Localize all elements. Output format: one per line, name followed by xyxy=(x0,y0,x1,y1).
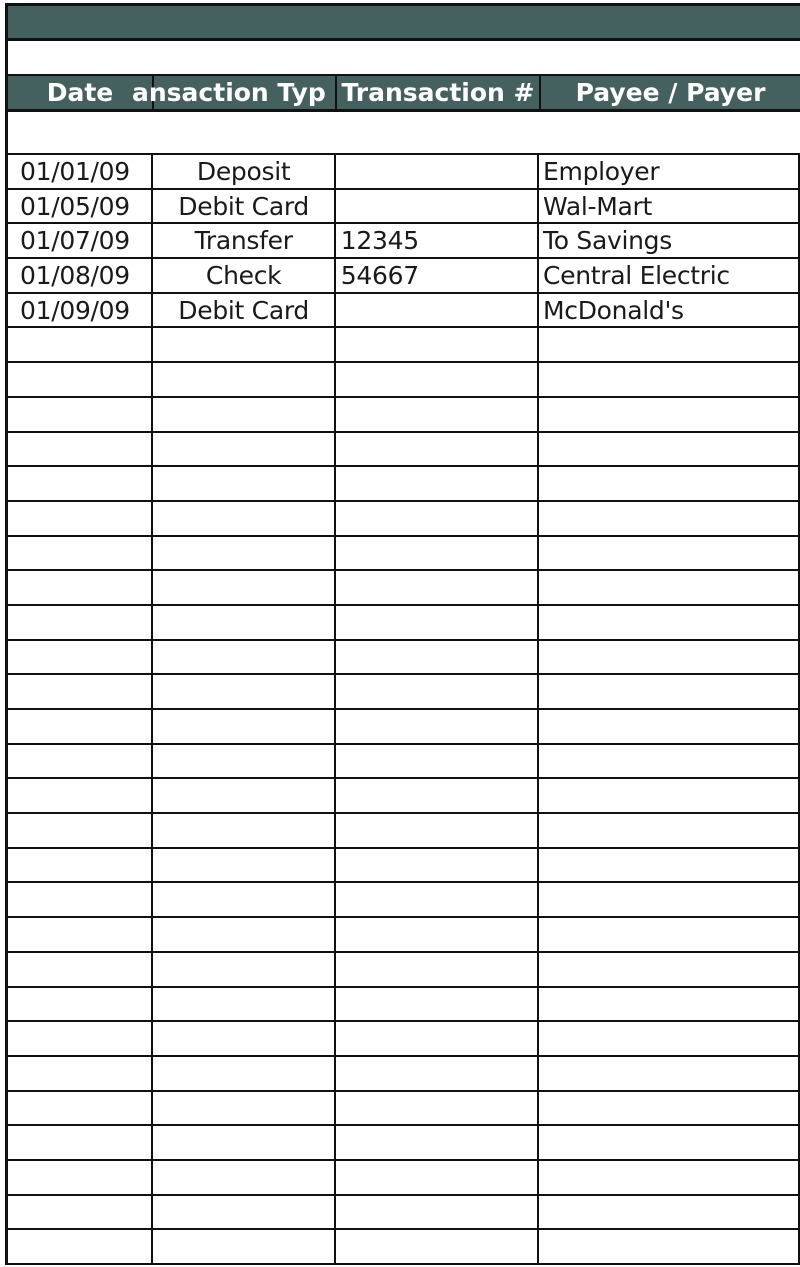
table-row xyxy=(8,1092,798,1127)
table-row xyxy=(8,155,798,190)
payee-cell[interactable] xyxy=(539,883,798,916)
table-row xyxy=(8,571,798,606)
payee-cell[interactable] xyxy=(539,641,798,674)
transaction-type-cell[interactable] xyxy=(153,953,335,986)
payee-cell[interactable] xyxy=(539,849,798,882)
transaction-type-cell[interactable] xyxy=(153,641,335,674)
transaction-type-cell[interactable] xyxy=(153,745,335,778)
transaction-number-cell[interactable] xyxy=(336,398,539,431)
transaction-type-cell[interactable] xyxy=(153,883,335,916)
date-cell[interactable] xyxy=(8,675,153,708)
payee-cell[interactable] xyxy=(539,571,798,604)
payee-cell[interactable] xyxy=(539,745,798,778)
date-cell[interactable] xyxy=(8,745,153,778)
transaction-number-cell[interactable] xyxy=(336,433,539,466)
table-row xyxy=(8,433,798,468)
table-row xyxy=(8,363,798,398)
table-row xyxy=(8,1126,798,1161)
transaction-number-cell[interactable]: 54667 xyxy=(336,259,539,292)
table-row xyxy=(8,502,798,537)
date-cell[interactable]: 01/01/09 xyxy=(8,155,153,188)
transaction-type-cell[interactable] xyxy=(153,363,335,396)
date-cell[interactable] xyxy=(8,779,153,812)
date-cell[interactable] xyxy=(8,606,153,639)
payee-cell[interactable] xyxy=(539,953,798,986)
date-cell[interactable] xyxy=(8,328,153,361)
transaction-number-cell[interactable] xyxy=(336,190,539,223)
transaction-number-cell[interactable]: 12345 xyxy=(336,224,539,257)
table-row xyxy=(8,224,798,259)
transaction-register xyxy=(5,155,800,1265)
transaction-number-cell[interactable] xyxy=(336,1161,539,1194)
payee-cell[interactable] xyxy=(539,675,798,708)
date-cell[interactable] xyxy=(8,433,153,466)
payee-cell[interactable] xyxy=(539,710,798,743)
payee-cell[interactable] xyxy=(539,328,798,361)
date-cell[interactable] xyxy=(8,953,153,986)
payee-cell[interactable] xyxy=(539,779,798,812)
transaction-type-cell[interactable] xyxy=(153,710,335,743)
transaction-number-cell[interactable] xyxy=(336,675,539,708)
date-cell[interactable] xyxy=(8,1196,153,1229)
payee-cell[interactable] xyxy=(539,814,798,847)
date-cell[interactable] xyxy=(8,988,153,1021)
date-cell[interactable] xyxy=(8,849,153,882)
table-row xyxy=(8,537,798,572)
transaction-type-cell[interactable] xyxy=(153,988,335,1021)
payee-cell[interactable] xyxy=(539,1126,798,1159)
transaction-type-cell[interactable] xyxy=(153,433,335,466)
transaction-type-cell[interactable] xyxy=(153,1022,335,1055)
payee-cell[interactable] xyxy=(539,1057,798,1090)
date-cell[interactable] xyxy=(8,1057,153,1090)
table-row xyxy=(8,294,798,329)
column-header-transaction-type xyxy=(132,76,337,109)
transaction-type-cell[interactable] xyxy=(153,918,335,951)
transaction-number-cell[interactable] xyxy=(336,1126,539,1159)
table-row xyxy=(8,328,798,363)
transaction-type-cell[interactable] xyxy=(153,1057,335,1090)
date-cell[interactable] xyxy=(8,1161,153,1194)
transaction-number-cell[interactable] xyxy=(336,537,539,570)
payee-cell[interactable] xyxy=(539,988,798,1021)
payee-cell[interactable] xyxy=(539,1092,798,1125)
date-cell[interactable] xyxy=(8,398,153,431)
table-row xyxy=(8,883,798,918)
transaction-number-cell[interactable] xyxy=(336,606,539,639)
transaction-type-cell[interactable] xyxy=(153,1230,335,1263)
transaction-number-cell[interactable] xyxy=(336,710,539,743)
transaction-number-cell[interactable] xyxy=(336,467,539,500)
transaction-number-cell[interactable] xyxy=(336,294,539,327)
date-cell[interactable] xyxy=(8,467,153,500)
transaction-number-cell[interactable] xyxy=(336,155,539,188)
date-cell[interactable] xyxy=(8,710,153,743)
date-cell[interactable] xyxy=(8,641,153,674)
transaction-number-cell[interactable] xyxy=(336,814,539,847)
column-header-transaction-type-label: ansaction Typ xyxy=(132,78,326,107)
transaction-number-cell[interactable] xyxy=(336,849,539,882)
payee-cell[interactable] xyxy=(539,433,798,466)
transaction-number-cell[interactable] xyxy=(336,779,539,812)
transaction-number-cell[interactable] xyxy=(336,571,539,604)
date-cell[interactable] xyxy=(8,814,153,847)
table-row xyxy=(8,814,798,849)
date-cell[interactable]: 01/07/09 xyxy=(8,224,153,257)
transaction-number-cell[interactable] xyxy=(336,363,539,396)
date-cell[interactable] xyxy=(8,1022,153,1055)
table-row xyxy=(8,1196,798,1231)
transaction-number-cell[interactable] xyxy=(336,953,539,986)
transaction-type-cell[interactable]: Debit Card xyxy=(153,190,335,223)
transaction-type-cell[interactable] xyxy=(153,571,335,604)
table-row xyxy=(8,1230,798,1265)
table-row xyxy=(8,953,798,988)
column-header-payee-label: Payee / Payer xyxy=(575,78,766,107)
payee-cell[interactable]: Wal-Mart xyxy=(543,191,652,221)
transaction-type-cell[interactable]: Deposit xyxy=(153,155,335,188)
date-cell[interactable] xyxy=(8,1126,153,1159)
transaction-number-cell[interactable] xyxy=(336,988,539,1021)
transaction-number-cell[interactable] xyxy=(336,1230,539,1263)
transaction-type-cell[interactable] xyxy=(153,1161,335,1194)
transaction-type-cell[interactable] xyxy=(153,606,335,639)
transaction-number-cell[interactable] xyxy=(336,1057,539,1090)
title-band xyxy=(5,3,800,41)
payee-cell[interactable] xyxy=(539,1230,798,1263)
transaction-type-cell[interactable] xyxy=(153,814,335,847)
table-row xyxy=(8,398,798,433)
transaction-type-cell[interactable] xyxy=(153,1092,335,1125)
table-row xyxy=(8,779,798,814)
column-header-date-label: Date xyxy=(46,78,114,107)
transaction-number-cell[interactable] xyxy=(336,328,539,361)
table-row xyxy=(8,918,798,953)
table-row xyxy=(8,1057,798,1092)
payee-cell[interactable] xyxy=(539,398,798,431)
payee-cell[interactable] xyxy=(539,918,798,951)
date-cell[interactable] xyxy=(8,502,153,535)
payee-cell[interactable] xyxy=(539,467,798,500)
transaction-number-cell[interactable] xyxy=(336,1092,539,1125)
transaction-type-cell[interactable]: Debit Card xyxy=(153,294,335,327)
transaction-number-cell[interactable] xyxy=(336,918,539,951)
payee-cell[interactable] xyxy=(539,1196,798,1229)
table-row xyxy=(8,259,798,294)
table-row xyxy=(8,190,798,225)
spacer-row xyxy=(5,41,800,76)
payee-cell[interactable] xyxy=(539,363,798,396)
payee-cell[interactable] xyxy=(539,606,798,639)
transaction-type-cell[interactable] xyxy=(153,537,335,570)
date-cell[interactable]: 01/05/09 xyxy=(8,190,153,223)
transaction-number-cell[interactable] xyxy=(336,745,539,778)
transaction-type-cell[interactable] xyxy=(153,398,335,431)
transaction-type-cell[interactable] xyxy=(153,502,335,535)
date-cell[interactable] xyxy=(8,571,153,604)
payee-cell[interactable] xyxy=(539,502,798,535)
payee-cell[interactable]: To Savings xyxy=(543,226,672,256)
transaction-type-cell[interactable] xyxy=(153,1126,335,1159)
column-header-row xyxy=(5,76,800,112)
transaction-type-cell[interactable] xyxy=(153,779,335,812)
transaction-number-cell[interactable] xyxy=(336,502,539,535)
table-row xyxy=(8,988,798,1023)
date-cell[interactable] xyxy=(8,363,153,396)
payee-cell[interactable] xyxy=(539,537,798,570)
table-row xyxy=(8,745,798,780)
date-cell[interactable] xyxy=(8,1092,153,1125)
transaction-number-cell[interactable] xyxy=(336,883,539,916)
payee-cell[interactable]: Central Electric xyxy=(543,260,730,290)
date-cell[interactable] xyxy=(8,883,153,916)
column-header-payee xyxy=(541,76,800,109)
table-row xyxy=(8,1161,798,1196)
table-row xyxy=(8,606,798,641)
table-row xyxy=(8,1022,798,1057)
transaction-type-cell[interactable] xyxy=(153,849,335,882)
transaction-type-cell[interactable] xyxy=(153,328,335,361)
table-row xyxy=(8,710,798,745)
date-cell[interactable] xyxy=(8,537,153,570)
transaction-type-cell[interactable]: Transfer xyxy=(153,224,335,257)
transaction-type-cell[interactable] xyxy=(153,1196,335,1229)
blank-row xyxy=(5,112,800,155)
date-cell[interactable] xyxy=(8,1230,153,1263)
date-cell[interactable] xyxy=(8,918,153,951)
transaction-number-cell[interactable] xyxy=(336,641,539,674)
table-row xyxy=(8,849,798,884)
transaction-type-cell[interactable] xyxy=(153,675,335,708)
transaction-type-cell[interactable]: Check xyxy=(153,259,335,292)
transaction-number-cell[interactable] xyxy=(336,1196,539,1229)
date-cell[interactable]: 01/08/09 xyxy=(8,259,153,292)
table-row xyxy=(8,675,798,710)
payee-cell[interactable] xyxy=(539,1161,798,1194)
table-row xyxy=(8,467,798,502)
payee-cell[interactable] xyxy=(539,1022,798,1055)
table-row xyxy=(8,641,798,676)
column-header-transaction-number-label: Transaction # xyxy=(341,78,535,107)
column-header-transaction-number xyxy=(337,76,541,109)
payee-cell[interactable]: McDonald's xyxy=(543,295,684,325)
transaction-type-cell[interactable] xyxy=(153,467,335,500)
transaction-number-cell[interactable] xyxy=(336,1022,539,1055)
date-cell[interactable]: 01/09/09 xyxy=(8,294,153,327)
payee-cell[interactable]: Employer xyxy=(543,156,660,186)
